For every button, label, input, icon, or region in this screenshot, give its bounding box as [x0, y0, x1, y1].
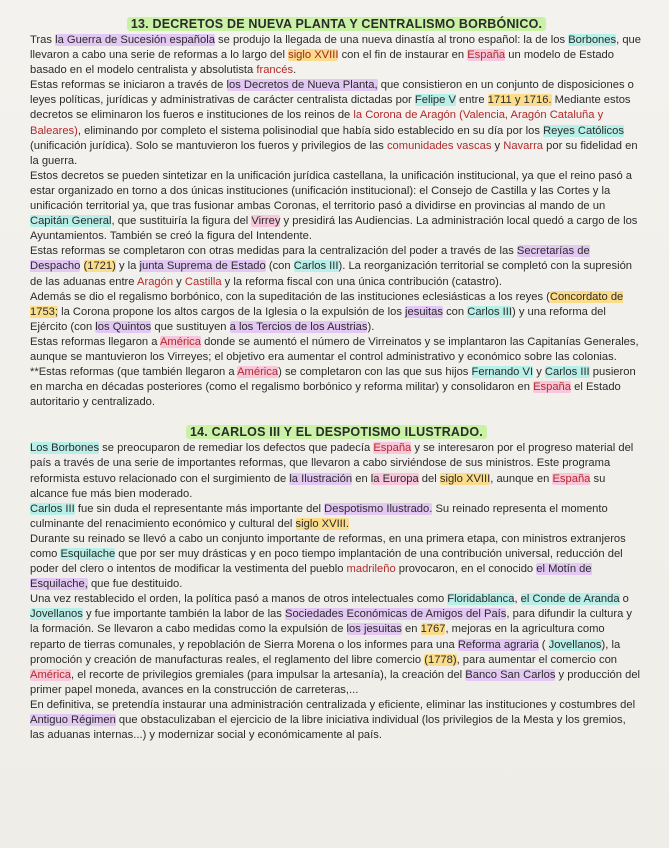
highlighted-term: Floridablanca — [447, 593, 515, 606]
text-run: con — [442, 305, 468, 318]
highlighted-term: siglo XVIII — [288, 49, 339, 62]
text-run: Estos decretos se pueden sintetizar en la unificación jurídica castellana, la unificación institucional, ya que el reino pasó a estar organizado en torno a dos únicas instituciones (unificación institucional): el Consejo de Castilla y las Cortes y la unificación territorial ya, que tras fusionar ambas Coronas, el territorio pasó a dividirse en provincias al mando de un — [30, 169, 632, 213]
text-run: ). La reorganización territorial se completó con la supresión de las aduanas entre — [30, 260, 633, 288]
paragraph — [30, 335, 643, 365]
text-run: ) se completaron con las que sus hijos — [278, 366, 472, 379]
section-14-title: 14. CARLOS III Y EL DESPOTISMO ILUSTRADO. — [30, 424, 643, 440]
paragraph — [30, 290, 643, 335]
text-run: En definitiva, se pretendía instaurar una administración centralizada y eficiente, eliminar las instituciones y costumbres del — [30, 698, 636, 711]
text-run: ), la promoción y creación de manufacturas reales, el reglamento del libre comercio — [30, 638, 621, 666]
highlighted-term: Fernando VI — [471, 366, 534, 379]
highlighted-term: el Conde de Aranda — [520, 593, 620, 606]
paragraph — [30, 698, 643, 743]
highlighted-term: la Europa — [370, 472, 419, 485]
text-run: Tras — [30, 34, 56, 46]
paragraph — [30, 244, 643, 289]
text-run: por su fidelidad en la guerra. — [30, 139, 638, 167]
text-run: , — [514, 593, 521, 606]
text-run: ( — [538, 638, 549, 651]
highlighted-term: Reforma agraria — [457, 638, 539, 651]
highlighted-term: Concordato de 1753; — [30, 290, 624, 318]
paragraph — [30, 169, 643, 244]
text-run: se preocuparon de remediar los defectos que padecía — [99, 442, 374, 455]
highlighted-term: (1721) — [83, 260, 116, 273]
text-run: Castilla — [184, 275, 222, 288]
text-run: comunidades vascas — [386, 139, 492, 152]
text-run: Su reinado representa el momento culminante del renacimiento económico y cultural del — [30, 502, 608, 530]
text-run: que sustituyen — [151, 320, 230, 333]
paragraph — [30, 532, 643, 592]
highlighted-term: Carlos III — [30, 502, 75, 515]
text-run: **Estas reformas (que también llegaron a — [30, 366, 238, 379]
text-run: y — [533, 366, 545, 379]
highlighted-term: el Motín de Esquilache, — [30, 563, 592, 591]
text-run: Estas reformas se completaron con otras medidas para la centralización del poder a través de las — [30, 245, 517, 258]
text-run: Además se dio el regalismo borbónico, con la supeditación de las instituciones eclesiásticas a los reyes ( — [30, 290, 550, 303]
highlighted-term: España — [373, 442, 412, 455]
text-run: (con — [265, 260, 294, 273]
text-run: la Corona propone los altos cargos de la Iglesia o la expulsión de los — [58, 305, 406, 318]
highlighted-term: Antiguo Régimen — [30, 714, 116, 727]
text-run: o — [619, 593, 629, 606]
highlighted-term: Virrey — [251, 215, 281, 228]
highlighted-term: la Ilustración — [289, 472, 353, 485]
paragraph — [30, 33, 643, 78]
text-run: fue sin duda el representante más importante del — [74, 502, 325, 515]
text-run: donde se aumentó el número de Virreinatos y se implantaron las Capitanías Generales, aunque se mantuvieron los Virreyes; el objetivo era aumentar el control administrativo y económico sobre las colonias. — [30, 335, 639, 363]
text-run: ) y una reforma del Ejército (con — [30, 305, 606, 333]
text-run: que fue destituido. — [87, 578, 183, 591]
section-13-body — [30, 33, 643, 410]
text-run: Durante su reinado se llevó a cabo un conjunto importante de reformas, en una primera etapa, con ministros extranjeros como — [30, 532, 626, 560]
text-run: y se interesaron por el progreso material del país a través de una serie de importantes reformas, que llevaron a cabo sirviéndose de sus ministros. Este programa reformista estuvo relacionado con el surgimiento de — [30, 442, 634, 485]
text-run: el Estado autoritario y centralizado. — [30, 381, 621, 409]
highlighted-term: Jovellanos — [548, 638, 602, 651]
highlighted-term: Carlos III — [293, 260, 339, 273]
highlighted-term: los jesuitas — [346, 623, 402, 636]
highlighted-term: Los Borbones — [30, 442, 100, 455]
text-run: en — [352, 472, 371, 485]
text-run: en — [401, 623, 421, 636]
paragraph — [30, 502, 643, 532]
text-run: y — [173, 275, 185, 288]
highlighted-term: la Guerra de Sucesión española — [55, 34, 215, 46]
text-run: Estas reformas se iniciaron a través de — [30, 79, 227, 92]
highlighted-term: los Decretos de Nueva Planta, — [226, 79, 378, 92]
text-run: Mediante estos decretos se eliminaron los fueros e instituciones de los reinos de — [30, 94, 631, 122]
text-run: Una vez restablecido el orden, la política pasó a manos de otros intelectuales como — [30, 593, 448, 606]
highlighted-term: jesuitas — [405, 305, 443, 318]
text-run: y la reforma fiscal con una única contribución (catastro). — [221, 275, 503, 288]
highlighted-term: España — [533, 381, 572, 394]
highlighted-term: junta Suprema de Estado — [139, 260, 266, 273]
highlighted-term: Felipe V — [414, 94, 456, 107]
highlighted-term: Sociedades Económicas de Amigos del País — [284, 608, 507, 621]
text-run: Aragón — [137, 275, 174, 288]
text-run: , que sustituiría la figura del — [111, 215, 252, 228]
highlighted-term: Borbones — [568, 34, 617, 46]
text-run: y fue importante también la labor de las — [82, 608, 285, 621]
highlighted-term: España — [467, 49, 506, 62]
text-run: del — [418, 472, 440, 485]
text-run: ). — [367, 320, 375, 333]
text-run: provocaron, en el conocido — [395, 563, 537, 576]
highlighted-term: 1711 y 1716. — [487, 94, 552, 107]
text-run: y — [491, 139, 504, 152]
highlighted-term: Esquilache — [60, 548, 116, 560]
highlighted-term: Reyes Católicos — [543, 124, 624, 137]
highlighted-term: (1778) — [424, 653, 457, 666]
highlighted-term: los Quintos — [95, 320, 152, 333]
text-run: que consistieron en un conjunto de disposiciones o leyes políticas, jurídicas y administrativas de carácter centralista dictadas por — [30, 79, 634, 107]
highlighted-term: América — [159, 335, 201, 348]
text-run: francés — [256, 64, 294, 77]
text-run: y la — [115, 260, 140, 273]
text-run: Navarra — [503, 139, 544, 152]
highlighted-term: a los Tercios de los Austrias — [229, 320, 368, 333]
text-run: su alcance fue más bien moderado. — [30, 472, 606, 500]
text-run: que por ser muy drásticas y en poco tiempo implantación de una contribución universal, reducción del poder del clero o intentos de modificar la vestimenta del pueblo — [30, 548, 623, 576]
text-run: , mejoras en la agricultura como reparto de tierras comunales, y repoblación de Sierra Morena o los informes para una — [30, 623, 605, 651]
highlighted-term: Jovellanos — [30, 608, 83, 621]
highlighted-term: Capitán General — [30, 215, 112, 228]
highlighted-term: siglo XVIII. — [295, 517, 350, 530]
text-run: , el recorte de privilegios gremiales (para impulsar la artesanía), la creación del — [71, 668, 466, 681]
highlighted-term: Carlos III — [544, 366, 590, 379]
text-run: . — [293, 64, 297, 77]
text-run: , para difundir la cultura y la formación. Se llevaron a cabo medidas como la expulsión de — [30, 608, 632, 636]
text-run: y presidirá las Audiencias. La administración local quedó a cargo de los Ayuntamientos. También se creó la figura del Intendente. — [30, 215, 638, 243]
section-14-body — [30, 441, 643, 743]
highlighted-term: España — [552, 472, 591, 485]
text-run: pusieron en marcha en décadas posteriores (como el regalismo borbónico y reforma militar) y consolidaron en — [30, 366, 636, 394]
text-run: se produjo la llegada de una nueva dinastía al trono español: la de los — [214, 34, 569, 46]
text-run: , aunque en — [490, 472, 553, 485]
section-13-title: 13. DECRETOS DE NUEVA PLANTA Y CENTRALISMO BORBÓNICO. — [30, 16, 643, 32]
text-run: , eliminando por completo el sistema polisinodial que había sido establecido en su día por los — [77, 124, 544, 137]
highlighted-term: Secretarías de Despacho — [30, 245, 590, 273]
highlighted-term: siglo XVIII — [439, 472, 491, 485]
paragraph — [30, 78, 643, 169]
text-run: con el fin de instaurar en — [338, 49, 468, 62]
text-run: la Corona de Aragón (Valencia, Aragón Cataluña y Baleares) — [30, 109, 604, 137]
text-run: , para aumentar el comercio con — [456, 653, 618, 666]
text-run: , que llevaron a cabo una serie de reformas a lo largo del — [30, 34, 641, 62]
paragraph — [30, 592, 643, 698]
text-run: entre — [455, 94, 488, 107]
text-run: Estas reformas llegaron a — [30, 335, 160, 348]
text-run: que obstaculizaban el ejercicio de la libre iniciativa individual (los privilegios de la Mesta y los gremios, las aduanas internas...) y modernizar social y económicamente al país. — [30, 714, 626, 742]
highlighted-term: Carlos III — [467, 305, 512, 318]
text-run: y producción del primer papel moneda, avances en la construcción de carreteras,... — [30, 668, 641, 696]
paragraph — [30, 365, 643, 410]
highlighted-term: América — [237, 366, 279, 379]
highlighted-term: 1767 — [420, 623, 446, 636]
highlighted-term: América — [30, 668, 72, 681]
highlighted-term: Banco San Carlos — [465, 668, 556, 681]
text-run: madrileño — [346, 563, 396, 576]
highlighted-term: Despotismo Ilustrado. — [324, 502, 433, 515]
paragraph — [30, 441, 643, 501]
text-run: (unificación jurídica). Solo se mantuvieron los fueros y privilegios de las — [30, 139, 387, 152]
text-run: un modelo de Estado basado en el modelo centralista y absolutista — [30, 49, 614, 77]
